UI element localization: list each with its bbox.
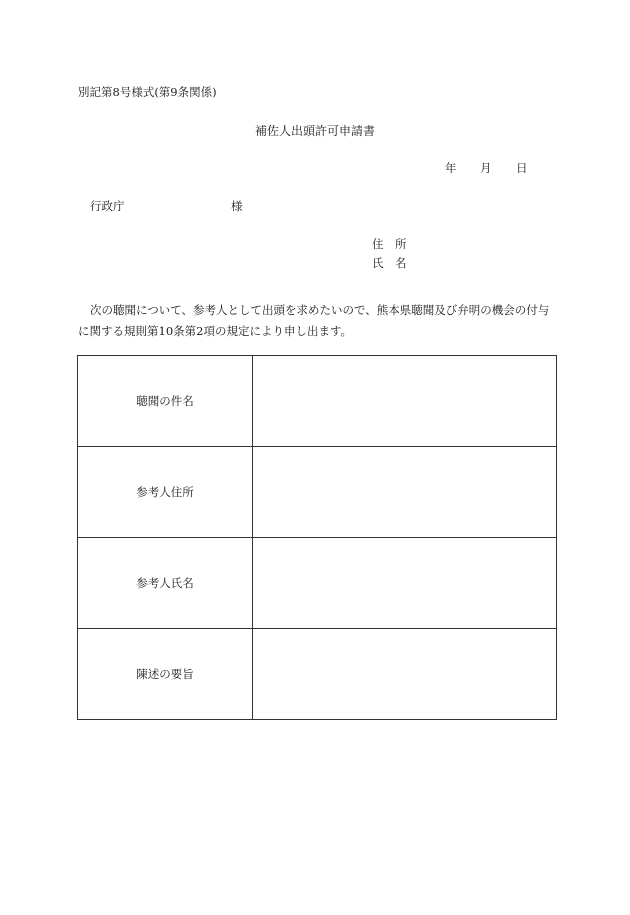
table-row [78, 447, 557, 538]
addressee-honorific: 様 [231, 199, 243, 213]
row-label-hearing-subject: 聴聞の件名 [78, 356, 253, 447]
table-row [78, 356, 557, 447]
row-label-witness-name: 参考人氏名 [78, 538, 253, 629]
date-month-label: 月 [480, 161, 492, 175]
applicant-address-label: 住 所 [372, 237, 407, 251]
row-label-witness-address: 参考人住所 [78, 447, 253, 538]
addressee-name: 行政庁 [90, 199, 125, 213]
row-label-statement-summary: 陳述の要旨 [78, 629, 253, 720]
applicant-name-label: 氏 名 [372, 256, 407, 270]
row-value-witness-name[interactable] [253, 538, 557, 629]
row-value-hearing-subject[interactable] [253, 356, 557, 447]
date-year-label: 年 [445, 161, 457, 175]
document-title: 補佐人出頭許可申請書 [254, 124, 375, 138]
request-body-text: 次の聴聞について、参考人として出頭を求めたいので、熊本県聴聞及び弁明の機会の付与に関する規則第10条第2項の規定により申し出ます。 [78, 303, 550, 338]
form-identifier: 別記第8号様式(第9条関係) [78, 85, 217, 99]
row-value-statement-summary[interactable] [253, 629, 557, 720]
details-table [77, 355, 557, 720]
row-value-witness-address[interactable] [253, 447, 557, 538]
table-row [78, 629, 557, 720]
table-row [78, 538, 557, 629]
date-day-label: 日 [516, 161, 528, 175]
